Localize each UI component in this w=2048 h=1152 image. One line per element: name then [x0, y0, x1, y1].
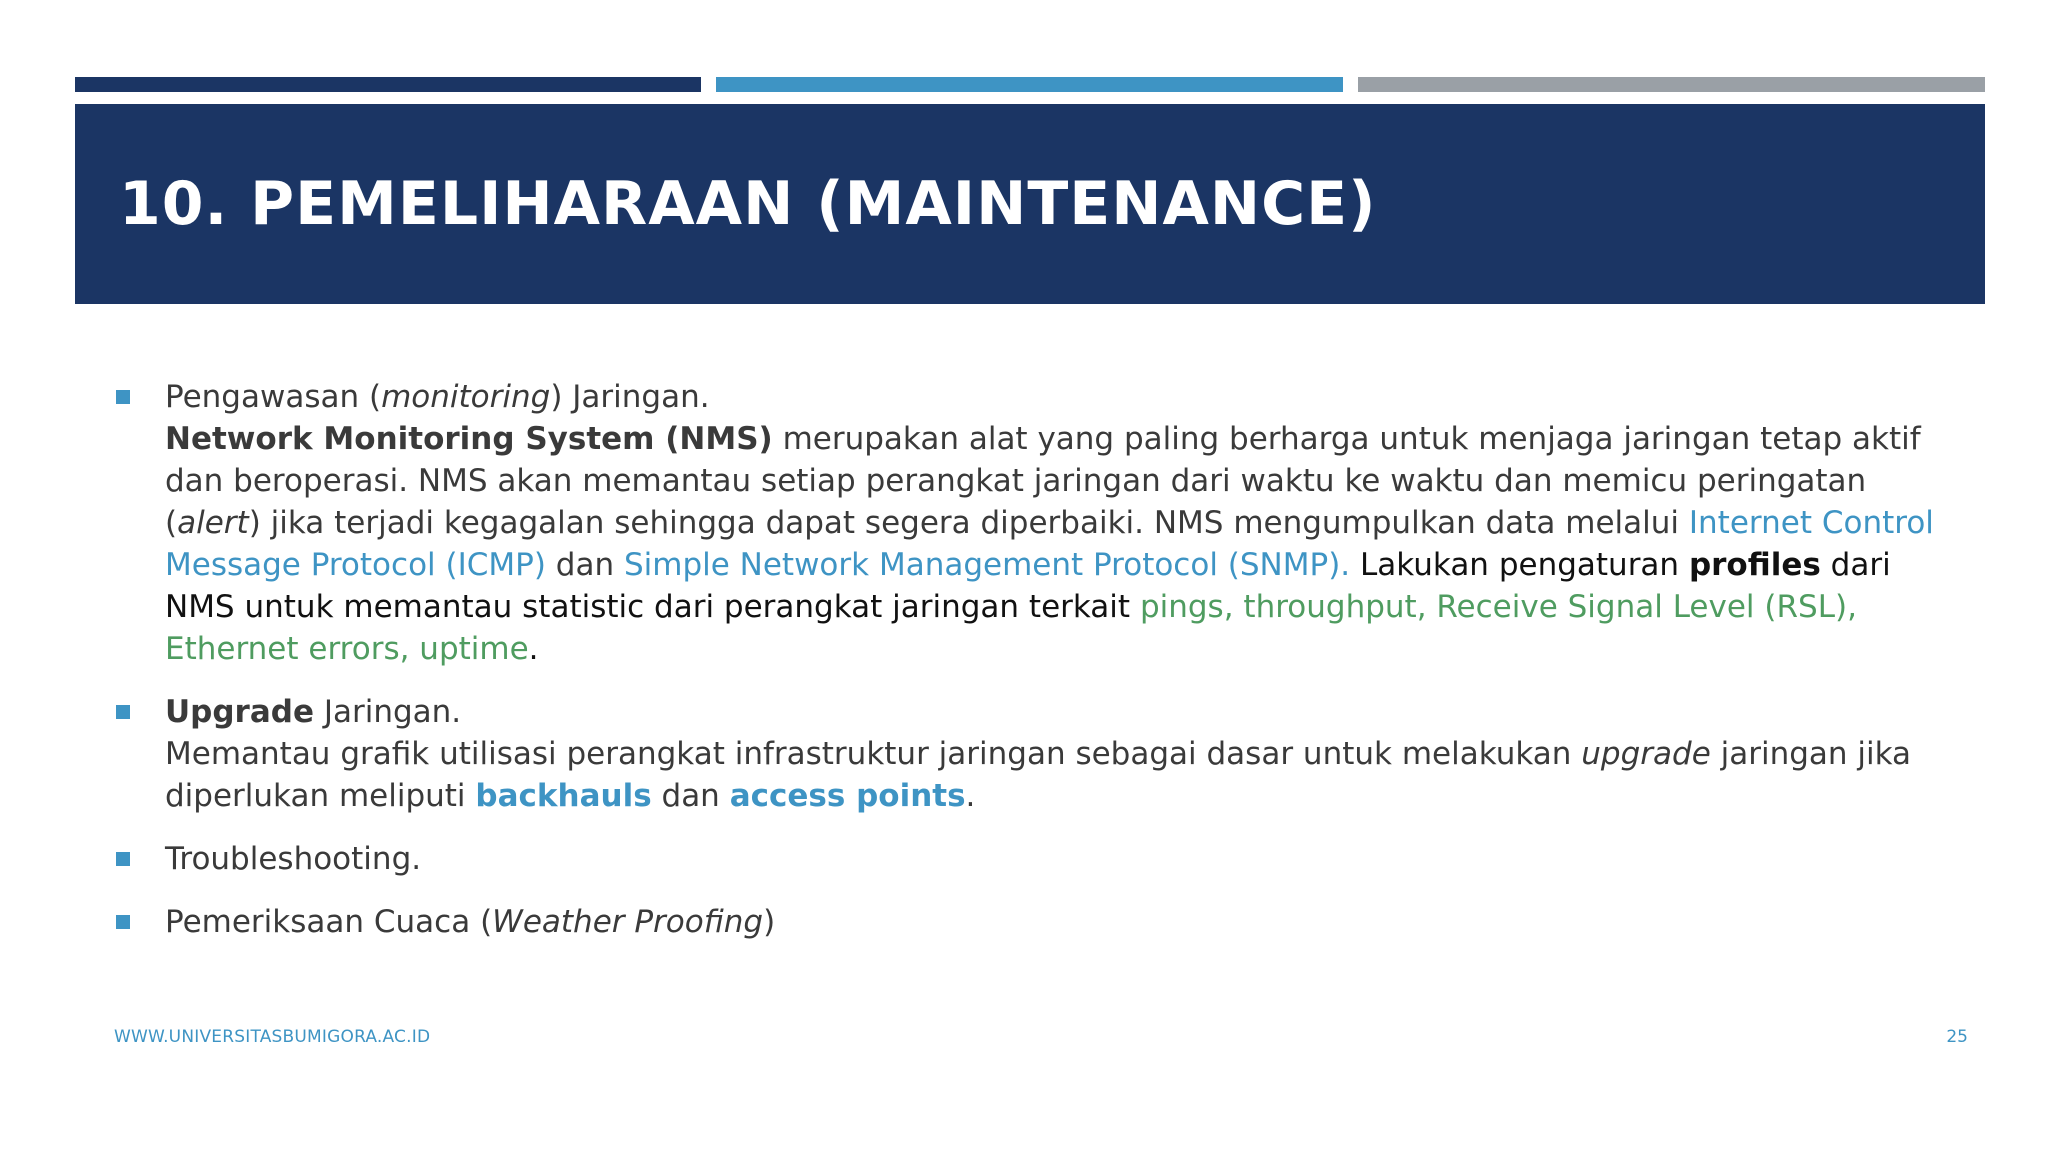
- accent-bar-blue: [716, 77, 1343, 92]
- slide-title: 10. PEMELIHARAAN (MAINTENANCE): [119, 169, 1377, 239]
- footer-url[interactable]: WWW.UNIVERSITASBUMIGORA.AC.ID: [114, 1027, 431, 1047]
- bullet-item-troubleshooting: [112, 838, 1962, 880]
- access-points-term: access points: [729, 778, 966, 814]
- bullet-item-upgrade: [112, 691, 1962, 817]
- page-number: 25: [1946, 1027, 1968, 1047]
- backhauls-term: backhauls: [475, 778, 652, 814]
- stats-list: pings, throughput, Receive Signal Level (RSL), Ethernet errors, uptime: [165, 589, 1857, 667]
- bullet-item-monitoring: [112, 376, 1962, 670]
- bullet-body-upgrade: Memantau grafik utilisasi perangkat infrastruktur jaringan sebagai dasar untuk melakukan upgrade jaringan jika diperlukan meliputi backhauls dan access points.: [165, 736, 1912, 814]
- title-band: [75, 104, 1985, 304]
- accent-bar-navy: [75, 77, 701, 92]
- bullet-heading-upgrade: Upgrade Jaringan.: [165, 694, 462, 730]
- accent-bar-gray: [1358, 77, 1985, 92]
- bullet-body-monitoring: Network Monitoring System (NMS) merupakan alat yang paling berharga untuk menjaga jaringan tetap aktif dan beroperasi. NMS akan memantau setiap perangkat jaringan dari waktu ke waktu dan memicu peringatan (alert) jika terjadi kegagalan sehingga dapat segera diperbaiki. NMS mengumpulkan data melalui Internet Control Message Protocol (ICMP) dan Simple Network Management Protocol (SNMP). Lakukan pengaturan profiles dari NMS untuk memantau statistic dari perangkat jaringan terkait pings, throughput, Receive Signal Level (RSL), Ethernet errors, uptime.: [165, 421, 1934, 667]
- bullet-heading-weather-proofing: Pemeriksaan Cuaca (Weather Proofing): [165, 904, 776, 940]
- snmp-link[interactable]: Simple Network Management Protocol (SNMP).: [623, 547, 1351, 583]
- bullet-item-weather-proofing: [112, 901, 1962, 943]
- icmp-link[interactable]: Internet Control Message Protocol (ICMP): [165, 505, 1934, 583]
- nms-term: Network Monitoring System (NMS): [165, 421, 773, 457]
- bullet-list: [112, 376, 1962, 964]
- bullet-heading-monitoring: Pengawasan (monitoring) Jaringan.: [165, 379, 710, 415]
- profiles-term: profiles: [1688, 547, 1821, 583]
- bullet-heading-troubleshooting: Troubleshooting.: [165, 841, 422, 877]
